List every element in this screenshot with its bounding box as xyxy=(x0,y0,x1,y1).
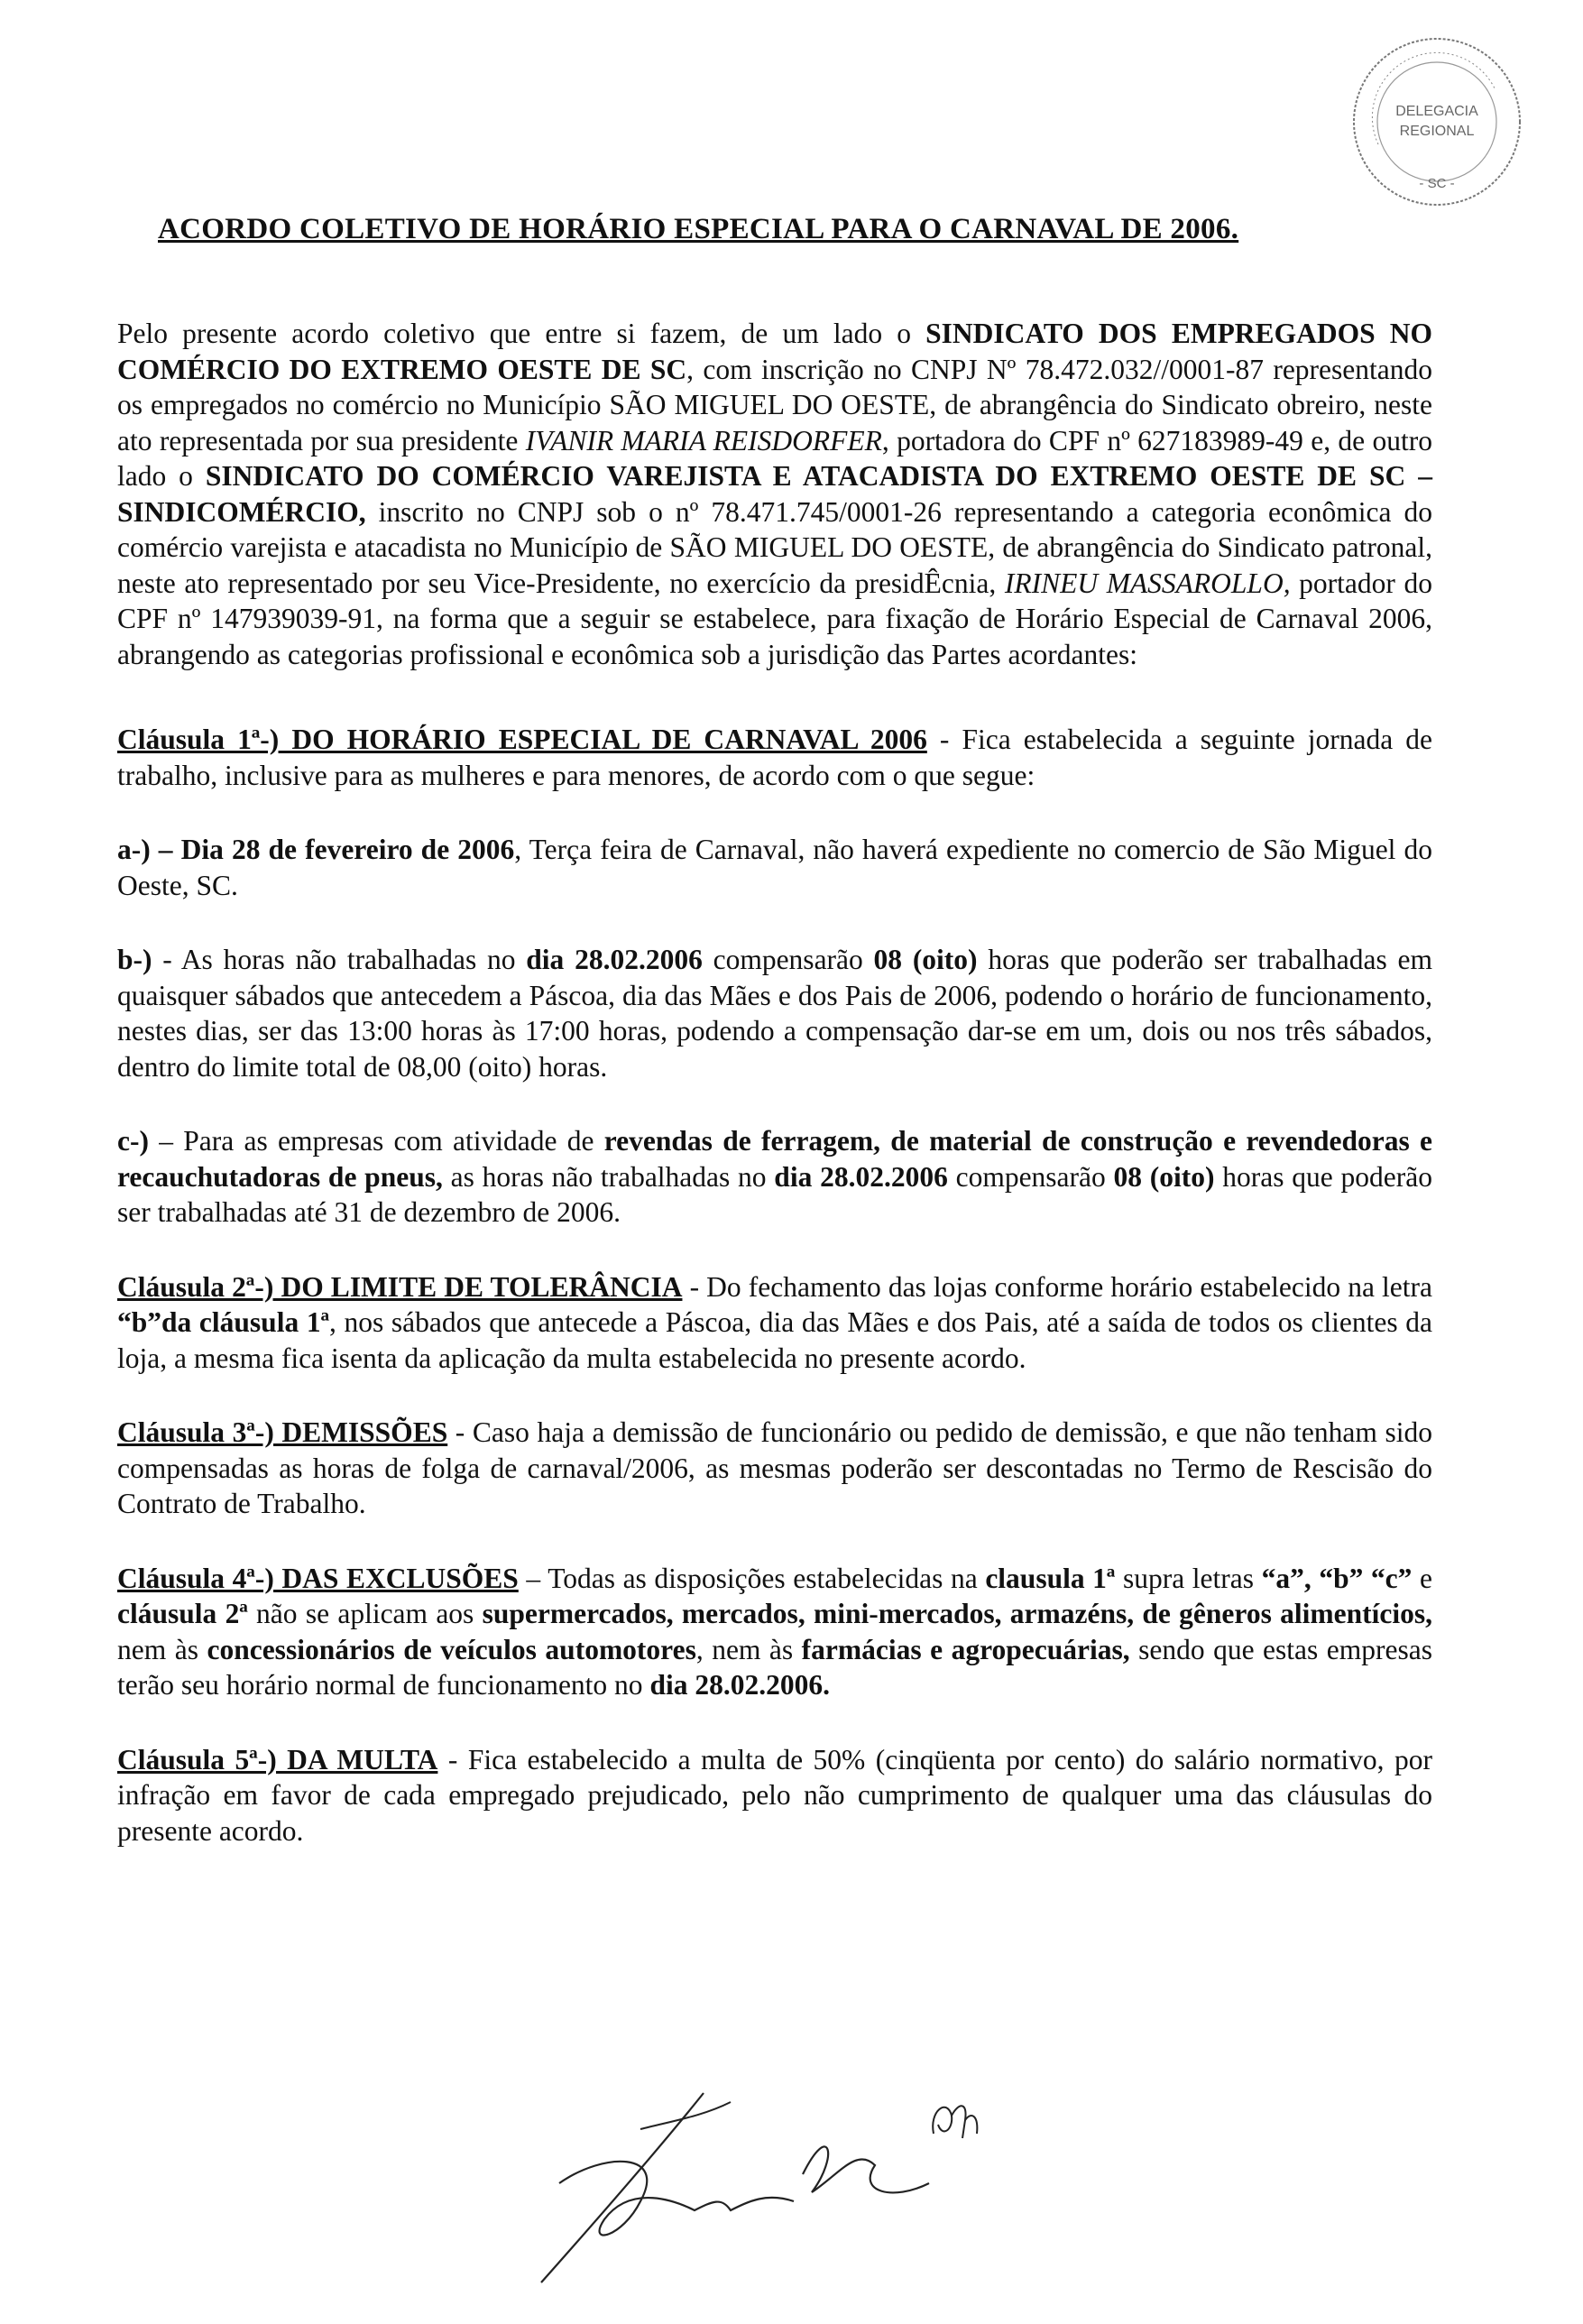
initials-mark xyxy=(925,2093,988,2147)
clause-1-item-a: a-) – Dia 28 de fevereiro de 2006, Terça feira de Carnaval, não haverá expediente no comercio de São Miguel do Oeste, SC. xyxy=(117,834,1433,901)
svg-text:REGIONAL: REGIONAL xyxy=(1399,124,1475,139)
ministry-stamp xyxy=(1342,27,1532,217)
clause-5: Cláusula 5ª-) DA MULTA - Fica estabelecido a multa de 50% (cinqüenta por cento) do salário normativo, por infração em favor de cada empregado prejudicado, pelo não cumprimento de qualquer uma das cláusulas do presente acordo. xyxy=(117,1743,1432,1847)
document-title: ACORDO COLETIVO DE HORÁRIO ESPECIAL PARA O CARNAVAL DE 2006. xyxy=(158,213,1239,245)
clause-4-heading: Cláusula 4ª-) DAS EXCLUSÕES xyxy=(117,1562,519,1594)
clause-3: Cláusula 3ª-) DEMISSÕES - Caso haja a demissão de funcionário ou pedido de demissão, e que não tenham sido compensadas as horas de folga de carnaval/2006, as mesmas poderão ser descontadas no Termo de Rescisão do Contrato de Trabalho. xyxy=(117,1416,1432,1519)
clause-5-heading: Cláusula 5ª-) DA MULTA xyxy=(117,1743,438,1775)
document-body xyxy=(117,316,1432,1887)
svg-text:DELEGACIA: DELEGACIA xyxy=(1395,104,1478,119)
clause-1: Cláusula 1ª-) DO HORÁRIO ESPECIAL DE CARNAVAL 2006 - Fica estabelecida a seguinte jornada de trabalho, inclusive para as mulheres e para menores, de acordo com o que segue: xyxy=(117,724,1433,791)
clause-3-heading: Cláusula 3ª-) DEMISSÕES xyxy=(117,1416,448,1448)
clause-4: Cláusula 4ª-) DAS EXCLUSÕES – Todas as disposições estabelecidas na clausula 1ª supra letras “a”, “b” “c” e cláusula 2ª não se aplicam aos supermercados, mercados, mini-mercados, armazéns, de gêneros alimentícios, nem às concessionários de veículos automotores, nem às farmácias e agropecuárias, sendo que estas empresas terão seu horário normal de funcionamento no dia 28.02.2006. xyxy=(117,1562,1432,1701)
clause-1-heading: Cláusula 1ª-) DO HORÁRIO ESPECIAL DE CARNAVAL 2006 xyxy=(117,724,927,755)
clause-2-heading: Cláusula 2ª-) DO LIMITE DE TOLERÂNCIA xyxy=(117,1270,683,1303)
intro-paragraph: Pelo presente acordo coletivo que entre si fazem, de um lado o SINDICATO DOS EMPREGADOS NO COMÉRCIO DO EXTREMO OESTE DE SC, com inscrição no CNPJ Nº 78.472.032//0001-87 representando os empregados no comércio no Município SÃO MIGUEL DO OESTE, de abrangência do Sindicato obreiro, neste ato representada por sua presidente IVANIR MARIA REISDORFER, portadora do CPF nº 627183989-49 e, de outro lado o SINDICATO DO COMÉRCIO VAREJISTA E ATACADISTA DO EXTREMO OESTE DE SC – SINDICOMÉRCIO, inscrito no CNPJ sob o nº 78.471.745/0001-26 representando a categoria econômica do comércio varejista e atacadista no Município de SÃO MIGUEL DO OESTE, de abrangência do Sindicato patronal, neste ato representado por seu Vice-Presidente, no exercício da presidÊcnia, IRINEU MASSAROLLO, portador do CPF nº 147939039-91, na forma que a seguir se estabelece, para fixação de Horário Especial de Carnaval 2006, abrangendo as categorias profissional e econômica sob a jurisdição das Partes acordantes: xyxy=(117,318,1432,670)
clause-1-item-b: b-) - As horas não trabalhadas no dia 28.02.2006 compensarão 08 (oito) horas que poderão ser trabalhadas em quaisquer sábados que antecedem a Páscoa, dia das Mães e dos Pais de 2006, podendo o horário de funcionamento, nestes dias, ser das 13:00 horas às 17:00 horas, podendo a compensação dar-se em um, dois ou nos três sábados, dentro do limite total de 08,00 (oito) horas. xyxy=(117,944,1432,1083)
svg-text:- SC -: - SC - xyxy=(1419,176,1455,191)
clause-2: Cláusula 2ª-) DO LIMITE DE TOLERÂNCIA - Do fechamento das lojas conforme horário estabelecido na letra “b”da cláusula 1ª, nos sábados que antecede a Páscoa, dia das Mães e dos Pais, até a saída de todos os clientes da loja, a mesma fica isenta da aplicação da multa estabelecida no presente acordo. xyxy=(117,1270,1432,1374)
handwritten-signature xyxy=(505,2066,956,2301)
clause-1-item-c: c-) – Para as empresas com atividade de revendas de ferragem, de material de construção e revendedoras e recauchutadoras de pneus, as horas não trabalhadas no dia 28.02.2006 compensarão 08 (oito) horas que poderão ser trabalhadas até 31 de dezembro de 2006. xyxy=(117,1125,1432,1228)
